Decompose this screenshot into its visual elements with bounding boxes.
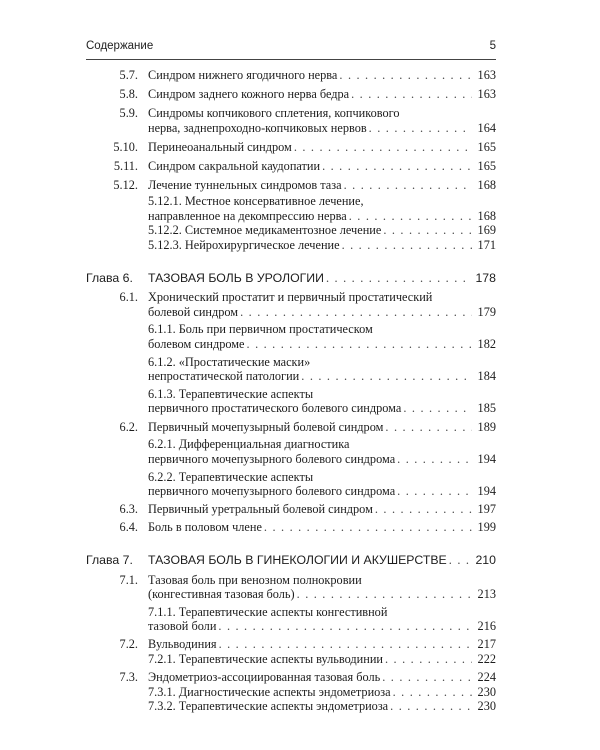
dot-leader bbox=[369, 121, 472, 136]
toc-subentry bbox=[86, 322, 496, 351]
toc-entry-title: непростатической патологии bbox=[148, 369, 300, 384]
toc-entry-title-line: Синдромы копчикового сплетения, копчикового bbox=[148, 106, 400, 121]
toc-entry-title: первичного мочепузырного болевого синдрома bbox=[148, 484, 396, 499]
toc-subentry bbox=[86, 238, 496, 253]
dot-leader bbox=[326, 271, 472, 286]
toc-entry-title-line: Тазовая боль при венозном полнокровии bbox=[148, 572, 362, 587]
toc-entry bbox=[86, 159, 496, 174]
toc-page-number: 182 bbox=[477, 336, 496, 351]
dot-leader bbox=[351, 87, 472, 102]
toc-page-number: 217 bbox=[477, 637, 496, 651]
toc-entry bbox=[86, 502, 496, 517]
toc-page-number: 179 bbox=[477, 304, 496, 319]
toc-page-number: 230 bbox=[477, 684, 496, 699]
toc-entry-title: ТАЗОВАЯ БОЛЬ В ГИНЕКОЛОГИИ И АКУШЕРСТВЕ bbox=[148, 553, 447, 568]
toc-page-number: 169 bbox=[477, 223, 496, 238]
toc-entry-title: 7.3.1. Диагностические аспекты эндометриоза bbox=[148, 684, 391, 699]
toc-page-number: 189 bbox=[477, 419, 496, 434]
toc-entry-number: 7.1. bbox=[119, 572, 138, 587]
toc-subentry bbox=[86, 470, 496, 499]
header-page-number: 5 bbox=[489, 40, 496, 52]
toc-subentry bbox=[86, 652, 496, 667]
toc-entry-number: 5.8. bbox=[119, 86, 138, 101]
toc-entry bbox=[86, 670, 496, 685]
toc-entry-title: Эндометриоз-ассоциированная тазовая боль bbox=[148, 670, 381, 685]
toc-page-number: 163 bbox=[477, 68, 496, 82]
dot-leader bbox=[297, 587, 472, 602]
toc-entry-title-line: 6.1.3. Терапевтические аспекты bbox=[148, 386, 314, 401]
dot-leader bbox=[403, 401, 472, 416]
toc-entry-number: 6.1. bbox=[119, 290, 138, 305]
toc-entry-title: нерва, заднепроходно-копчиковых нервов bbox=[148, 120, 367, 135]
toc-page-number: 194 bbox=[477, 452, 496, 467]
toc-page-number: 171 bbox=[477, 237, 496, 252]
toc-entry-number: 5.12. bbox=[113, 177, 138, 192]
toc-page-number: 222 bbox=[477, 651, 496, 666]
toc-page-number: 185 bbox=[477, 401, 496, 416]
toc-entry-number: Глава 7. bbox=[86, 553, 133, 568]
dot-leader bbox=[390, 699, 472, 714]
toc-entry-title: болевой синдром bbox=[148, 304, 239, 319]
toc-entry-number: 7.3. bbox=[119, 670, 138, 685]
toc-entry-title: болевом синдроме bbox=[148, 336, 245, 351]
toc-entry bbox=[86, 637, 496, 652]
header-title: Содержание bbox=[86, 40, 154, 52]
toc-entry-title-line: 7.1.1. Терапевтические аспекты конгестивной bbox=[148, 604, 388, 619]
dot-leader bbox=[397, 484, 472, 499]
toc-entry-title-line: 6.1.1. Боль при первичном простатическом bbox=[148, 322, 373, 337]
dot-leader bbox=[344, 178, 472, 193]
toc-subentry bbox=[86, 387, 496, 416]
toc-entry bbox=[86, 87, 496, 102]
toc-subentry bbox=[86, 437, 496, 466]
dot-leader bbox=[349, 209, 472, 224]
dot-leader bbox=[294, 140, 472, 155]
toc-entry bbox=[86, 106, 496, 135]
header-divider bbox=[86, 59, 496, 60]
dot-leader bbox=[385, 420, 472, 435]
toc-entry bbox=[86, 420, 496, 435]
toc-entry-number: 6.4. bbox=[119, 520, 138, 535]
toc-page-number: 168 bbox=[477, 177, 496, 192]
toc-page-number: 213 bbox=[477, 587, 496, 602]
dot-leader bbox=[219, 637, 472, 652]
toc-chapter bbox=[86, 553, 496, 568]
toc-entry bbox=[86, 520, 496, 535]
running-header bbox=[86, 40, 496, 58]
dot-leader bbox=[264, 520, 472, 535]
toc-entry-title: Первичный мочепузырный болевой синдром bbox=[148, 419, 384, 434]
toc-entry-title: первичного простатического болевого синдрома bbox=[148, 401, 402, 416]
toc-entry-title-line: 5.12.1. Местное консервативное лечение, bbox=[148, 194, 364, 209]
dot-leader bbox=[375, 502, 472, 517]
toc-chapter bbox=[86, 271, 496, 286]
toc-entry-title: Вульводиния bbox=[148, 637, 217, 651]
toc-page-number: 165 bbox=[477, 140, 496, 155]
toc-entry-title: Лечение туннельных синдромов таза bbox=[148, 177, 342, 192]
toc-page-number: 178 bbox=[475, 270, 496, 285]
toc-entry-title: направленное на декомпрессию нерва bbox=[148, 208, 347, 223]
toc-entry-number: 7.2. bbox=[119, 637, 138, 651]
toc-entry bbox=[86, 178, 496, 193]
toc-subentry bbox=[86, 605, 496, 634]
toc-page-number: 199 bbox=[477, 520, 496, 535]
toc-entry-title: 7.3.2. Терапевтические аспекты эндометриоза bbox=[148, 699, 389, 714]
toc-entry-number: Глава 6. bbox=[86, 270, 133, 285]
toc-entry-title-line: Хронический простатит и первичный простатический bbox=[148, 290, 433, 305]
toc-entry bbox=[86, 68, 496, 83]
toc-entry bbox=[86, 573, 496, 602]
toc-entry-number: 5.11. bbox=[113, 158, 138, 173]
toc-page-number: 224 bbox=[477, 670, 496, 685]
toc-entry-title-line: 6.1.2. «Простатические маски» bbox=[148, 354, 311, 369]
toc-entry-number: 5.10. bbox=[113, 140, 138, 155]
toc-entry bbox=[86, 140, 496, 155]
toc-entry bbox=[86, 290, 496, 319]
toc-entry-title-line: 6.2.1. Дифференциальная диагностика bbox=[148, 437, 350, 452]
toc-entry-number: 6.3. bbox=[119, 501, 138, 516]
dot-leader bbox=[383, 223, 472, 238]
toc-entry-number: 5.9. bbox=[119, 106, 138, 121]
toc-entry-title: тазовой боли bbox=[148, 619, 217, 634]
toc-entry-title: 7.2.1. Терапевтические аспекты вульводинии bbox=[148, 651, 383, 666]
toc-entry-title: 5.12.2. Системное медикаментозное лечение bbox=[148, 223, 382, 238]
toc-page-number: 197 bbox=[477, 501, 496, 516]
toc-entry-title: Синдром нижнего ягодичного нерва bbox=[148, 68, 338, 82]
dot-leader bbox=[301, 369, 472, 384]
dot-leader bbox=[322, 159, 472, 174]
dot-leader bbox=[218, 619, 472, 634]
toc-entry-title: первичного мочепузырного болевого синдрома bbox=[148, 452, 396, 467]
toc-entry-title: Синдром заднего кожного нерва бедра bbox=[148, 86, 350, 101]
toc-page-number: 164 bbox=[477, 120, 496, 135]
toc-subentry bbox=[86, 223, 496, 238]
toc-entry-title: 5.12.3. Нейрохирургическое лечение bbox=[148, 237, 340, 252]
dot-leader bbox=[240, 305, 472, 320]
toc-page-number: 216 bbox=[477, 619, 496, 634]
toc-subentry bbox=[86, 355, 496, 384]
toc-entry-title: Перинеоанальный синдром bbox=[148, 140, 292, 155]
dot-leader bbox=[342, 238, 472, 253]
toc-page-number: 184 bbox=[477, 369, 496, 384]
toc-page-number: 168 bbox=[477, 208, 496, 223]
toc-subentry bbox=[86, 699, 496, 714]
toc-entry-number: 5.7. bbox=[119, 68, 138, 82]
toc-page-number: 210 bbox=[475, 553, 496, 568]
toc-entry-title: (конгестивная тазовая боль) bbox=[148, 587, 295, 602]
dot-leader bbox=[247, 337, 472, 352]
table-of-contents bbox=[86, 68, 496, 714]
dot-leader bbox=[339, 68, 472, 83]
toc-page-number: 163 bbox=[477, 86, 496, 101]
dot-leader bbox=[449, 553, 472, 568]
toc-page-number: 165 bbox=[477, 158, 496, 173]
toc-entry-title: ТАЗОВАЯ БОЛЬ В УРОЛОГИИ bbox=[148, 270, 324, 285]
toc-entry-title: Боль в половом члене bbox=[148, 520, 262, 535]
toc-entry-title-line: 6.2.2. Терапевтические аспекты bbox=[148, 469, 314, 484]
dot-leader bbox=[382, 670, 472, 685]
toc-page-number: 194 bbox=[477, 484, 496, 499]
dot-leader bbox=[385, 652, 472, 667]
toc-page-number: 230 bbox=[477, 699, 496, 714]
toc-subentry bbox=[86, 194, 496, 223]
toc-entry-title: Синдром сакральной каудопатии bbox=[148, 158, 321, 173]
dot-leader bbox=[393, 685, 472, 700]
toc-subentry bbox=[86, 685, 496, 700]
toc-entry-number: 6.2. bbox=[119, 419, 138, 434]
toc-entry-title: Первичный уретральный болевой синдром bbox=[148, 501, 373, 516]
dot-leader bbox=[397, 452, 472, 467]
